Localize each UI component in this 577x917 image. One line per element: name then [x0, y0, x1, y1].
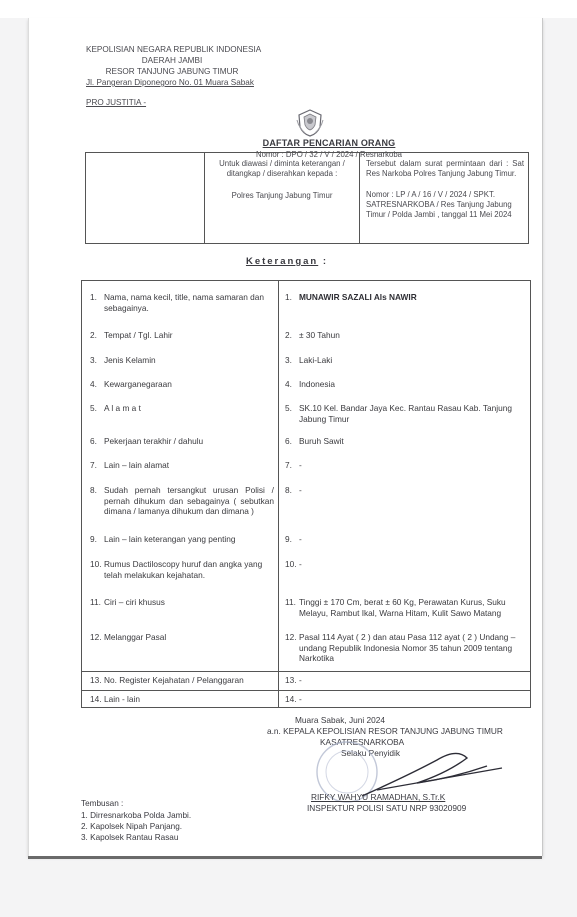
addressee-instruction: Untuk diawasi / diminta keterangan / ditangkap / diserahkan kepada :: [219, 159, 345, 178]
tembusan-label: Tembusan :: [81, 799, 124, 808]
row-value: -: [299, 675, 302, 685]
addressee-box-middle-cell: [205, 153, 360, 243]
request-reference-number: Nomor : LP / A / 16 / V / 2024 / SPKT. SATRESNARKOBA / Res Tanjung Jabung Timur / Polda Jambi , tanggal 11 Mei 2024: [366, 190, 512, 219]
keterangan-heading: [227, 256, 347, 267]
table-divider: [82, 690, 530, 691]
row-label: Lain – lain alamat: [104, 460, 170, 470]
keterangan-label: Keterangan: [245, 256, 319, 267]
row-value: MUNAWIR SAZALI Als NAWIR: [299, 292, 417, 302]
row-value: Buruh Sawit: [299, 436, 344, 446]
row-label: Tempat / Tgl. Lahir: [104, 330, 173, 340]
row-value: -: [299, 559, 302, 569]
viewer-top-bar: [0, 0, 577, 18]
document-title: DAFTAR PENCARIAN ORANG: [262, 138, 396, 148]
row-value-number: 14.: [285, 694, 297, 704]
row-value-number: 6.: [285, 436, 292, 446]
addressee-recipient: Polres Tanjung Jabung Timur: [231, 191, 333, 200]
row-label: Lain – lain keterangan yang penting: [104, 534, 236, 544]
row-value-number: 3.: [285, 355, 292, 365]
row-value: Laki-Laki: [299, 355, 333, 365]
header-address: Jl. Pangeran Diponegoro No. 01 Muara Sabak: [86, 78, 254, 87]
row-label: Kewarganegaraan: [104, 379, 172, 389]
tembusan-item: 3. Kapolsek Rantau Rasau: [81, 833, 179, 842]
row-value-number: 2.: [285, 330, 292, 340]
row-label: Lain - lain: [104, 694, 140, 704]
row-value-number: 11.: [285, 597, 296, 607]
row-value-number: 10.: [285, 559, 297, 569]
row-value-number: 9.: [285, 534, 292, 544]
page-bottom-edge: [28, 856, 542, 859]
row-number: 5.: [90, 403, 97, 413]
table-divider: [82, 671, 530, 672]
row-value-number: 8.: [285, 485, 292, 495]
addressee-box-right-cell: [360, 153, 528, 243]
row-value-number: 4.: [285, 379, 292, 389]
row-label: Pekerjaan terakhir / dahulu: [104, 436, 204, 446]
row-value: -: [299, 534, 302, 544]
row-number: 2.: [90, 330, 97, 340]
row-number: 9.: [90, 534, 97, 544]
row-label: Jenis Kelamin: [104, 355, 156, 365]
signatory-rank: INSPEKTUR POLISI SATU NRP 93020909: [307, 803, 467, 813]
addressee-box-blank-cell: [86, 153, 205, 243]
row-number: 13.: [90, 675, 102, 685]
table-column-divider: [278, 281, 279, 707]
row-value-number: 13.: [285, 675, 297, 685]
row-label: Ciri – ciri khusus: [104, 597, 165, 607]
header-line-2: DAERAH JAMBI: [141, 56, 203, 65]
row-number: 14.: [90, 694, 102, 704]
row-number: 7.: [90, 460, 97, 470]
row-value: -: [299, 485, 302, 495]
row-number: 4.: [90, 379, 97, 389]
tembusan-item: 2. Kapolsek Nipah Panjang.: [81, 822, 183, 831]
keterangan-colon: :: [322, 256, 329, 267]
addressee-box: [85, 152, 529, 244]
document-number: Nomor : DPO / 32 / V / 2024 / Resnarkoba: [255, 150, 403, 159]
row-label: A l a m a t: [104, 403, 141, 413]
signatory-unit: KASATRESNARKOBA: [320, 737, 405, 747]
row-value-number: 12.: [285, 632, 297, 642]
row-label: Melanggar Pasal: [104, 632, 167, 642]
row-value: ± 30 Tahun: [299, 330, 340, 340]
row-value-number: 5.: [285, 403, 292, 413]
row-value: -: [299, 460, 302, 470]
row-number: 1.: [90, 292, 97, 302]
row-label: No. Register Kejahatan / Pelanggaran: [104, 675, 244, 685]
row-number: 10.: [90, 559, 102, 569]
header-line-3: RESOR TANJUNG JABUNG TIMUR: [105, 67, 239, 76]
pro-justitia: PRO JUSTITIA -: [86, 98, 147, 107]
request-source: Tersebut dalam surat permintaan dari : Sat Res Narkoba Polres Tanjung Jabung Timur.: [366, 159, 524, 178]
row-value-number: 7.: [285, 460, 292, 470]
row-number: 3.: [90, 355, 97, 365]
row-value: Pasal 114 Ayat ( 2 ) dan atau Pasa 112 ayat ( 2 ) Undang – undang Republik Indonesia Nomor 35 tahun 2009 tentang Narkotika: [299, 632, 516, 663]
row-number: 6.: [90, 436, 97, 446]
row-label: Sudah pernah tersangkut urusan Polisi / pernah dihukum dan sebagainya ( sebutkan dimana / lamanya dihukum dan dimana ): [104, 485, 274, 516]
row-number: 8.: [90, 485, 97, 495]
signatory-name: RIFKY WAHYU RAMADHAN, S.Tr.K: [311, 792, 446, 802]
place-date: Muara Sabak, Juni 2024: [295, 715, 385, 725]
tembusan-item: 1. Dirresnarkoba Polda Jambi.: [81, 811, 192, 820]
police-emblem-icon: [295, 108, 325, 138]
row-value: Tinggi ± 170 Cm, berat ± 60 Kg, Perawatan Kurus, Suku Melayu, Rambut Ikal, Warna Hitam, Kulit Sawo Matang: [299, 597, 506, 618]
row-value: SK.10 Kel. Bandar Jaya Kec. Rantau Rasau Kab. Tanjung Jabung Timur: [299, 403, 512, 424]
row-label: Rumus Dactiloscopy huruf dan angka yang telah melakukan kejahatan.: [104, 559, 263, 580]
row-number: 11.: [90, 597, 101, 607]
row-value-number: 1.: [285, 292, 292, 302]
row-value: Indonesia: [299, 379, 335, 389]
row-value: -: [299, 694, 302, 704]
details-table: [81, 280, 531, 708]
document-page: [28, 18, 543, 856]
header-line-1: KEPOLISIAN NEGARA REPUBLIK INDONESIA: [86, 45, 262, 54]
row-label: Nama, nama kecil, title, nama samaran dan sebagainya.: [104, 292, 265, 313]
row-number: 12.: [90, 632, 102, 642]
signatory-role: Selaku Penyidik: [341, 748, 401, 758]
on-behalf-of: a.n. KEPALA KEPOLISIAN RESOR TANJUNG JABUNG TIMUR: [267, 726, 503, 736]
